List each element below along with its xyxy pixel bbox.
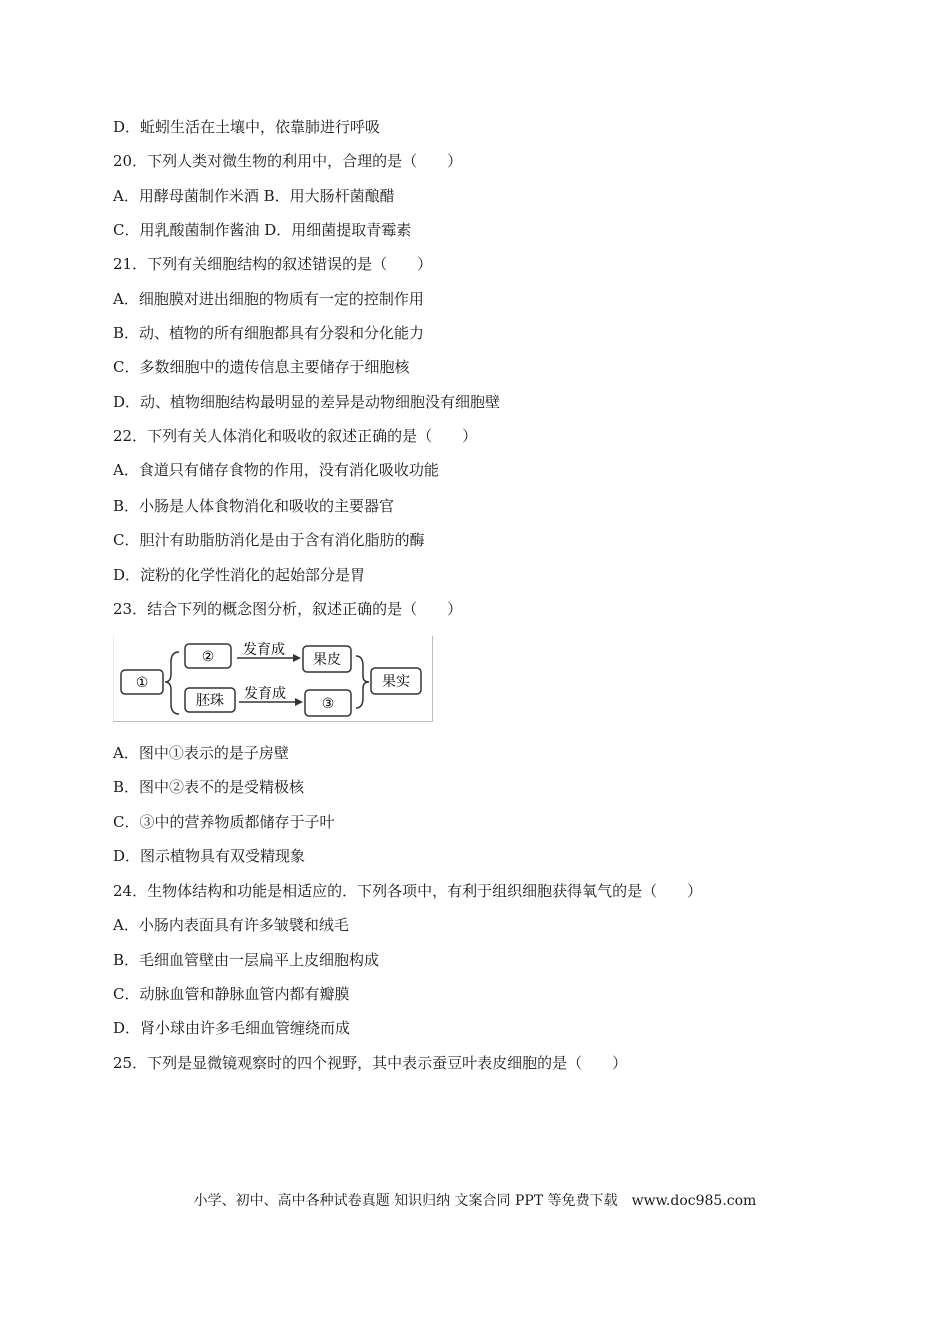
option-22a: A．食道只有储存食物的作用，没有消化吸收功能: [113, 461, 439, 479]
option-24a: A．小肠内表面具有许多皱襞和绒毛: [113, 916, 349, 934]
option-23a: A．图中①表示的是子房壁: [113, 744, 289, 762]
right-brace: [356, 656, 369, 708]
option-22b: B．小肠是人体食物消化和吸收的主要器官: [113, 497, 395, 515]
option-19d: D．蚯蚓生活在土壤中，依靠肺进行呼吸: [113, 118, 381, 136]
option-22c: C．胆汁有助脂肪消化是由于含有消化脂肪的酶: [113, 531, 425, 549]
option-24c: C．动脉血管和静脉血管内都有瓣膜: [113, 985, 350, 1003]
question-20: 20．下列人类对微生物的利用中，合理的是（ ）: [113, 152, 463, 170]
page-footer: [0, 1191, 950, 1211]
option-20ab: A．用酵母菌制作米酒 B．用大肠杆菌酿醋: [113, 187, 395, 205]
option-22d: D．淀粉的化学性消化的起始部分是胃: [113, 566, 366, 584]
question-24: 24．生物体结构和功能是相适应的．下列各项中，有利于组织细胞获得氧气的是（ ）: [113, 882, 703, 900]
node-2-label: ②: [201, 649, 215, 665]
arrow-bottom-label: 发育成: [244, 686, 286, 702]
option-21c: C．多数细胞中的遗传信息主要储存于细胞核: [113, 358, 410, 376]
option-23c: C．③中的营养物质都储存于子叶: [113, 813, 335, 831]
option-20cd: C．用乳酸菌制作酱油 D．用细菌提取青霉素: [113, 221, 412, 239]
fruit-label: 果实: [382, 674, 410, 690]
arrow-top-head: [293, 654, 301, 662]
node-3-label: ③: [321, 696, 335, 712]
footer-text: 小学、初中、高中各种试卷真题 知识归纳 文案合同 PPT 等免费下载 www.doc985.com: [193, 1193, 757, 1209]
question-25: 25．下列是显微镜观察时的四个视野，其中表示蚕豆叶表皮细胞的是（ ）: [113, 1054, 628, 1072]
option-23d: D．图示植物具有双受精现象: [113, 847, 306, 865]
arrow-top-label: 发育成: [243, 642, 285, 658]
option-23b: B．图中②表不的是受精极核: [113, 778, 305, 796]
ovule-label: 胚珠: [196, 693, 224, 709]
option-24d: D．肾小球由许多毛细血管缠绕而成: [113, 1019, 351, 1037]
arrow-bottom-head: [295, 698, 303, 706]
option-21d: D．动、植物细胞结构最明显的差异是动物细胞没有细胞壁: [113, 393, 501, 411]
question-21: 21．下列有关细胞结构的叙述错误的是（ ）: [113, 255, 433, 273]
option-21a: A．细胞膜对进出细胞的物质有一定的控制作用: [113, 290, 424, 308]
node-1-label: ①: [135, 675, 149, 691]
left-brace: [165, 652, 179, 714]
question-22: 22．下列有关人体消化和吸收的叙述正确的是（ ）: [113, 427, 478, 445]
option-24b: B．毛细血管壁由一层扁平上皮细胞构成: [113, 951, 380, 969]
question-23: 23．结合下列的概念图分析，叙述正确的是（ ）: [113, 600, 463, 618]
option-21b: B．动、植物的所有细胞都具有分裂和分化能力: [113, 324, 425, 342]
pericarp-label: 果皮: [313, 652, 341, 668]
concept-diagram: [113, 636, 433, 722]
